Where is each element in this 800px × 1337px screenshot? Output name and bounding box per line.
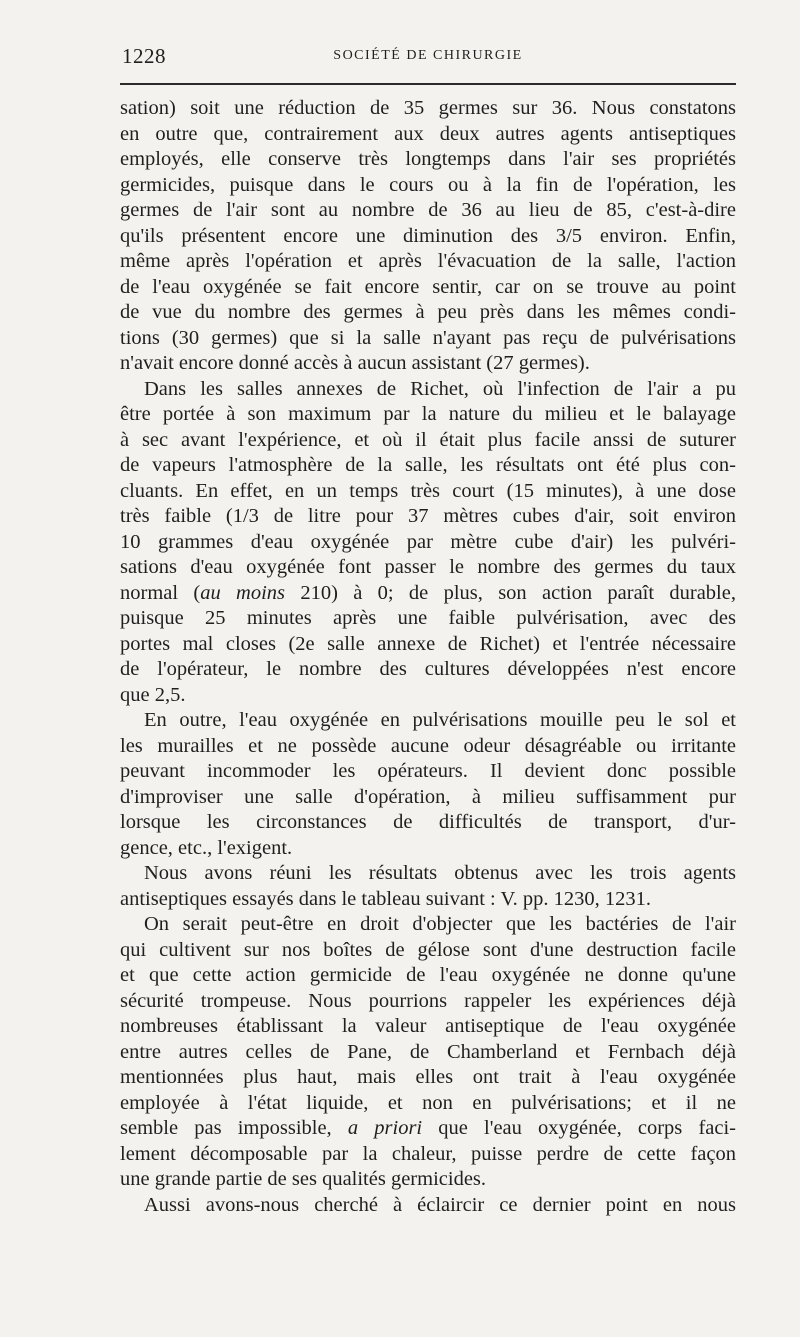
text-line: qui cultivent sur nos boîtes de gélose sont d'une destruction facile (120, 938, 736, 961)
italic-phrase: au moins (200, 581, 286, 604)
paragraph (120, 912, 736, 1193)
text-line: lement décomposable par la chaleur, puisse perdre de cette façon (120, 1142, 736, 1165)
text-line: peuvant incommoder les opérateurs. Il devient donc possible (120, 760, 736, 782)
text-line: de l'opérateur, le nombre des cultures développées n'est encore (120, 658, 736, 680)
running-head: SOCIÉTÉ DE CHIRURGIE (333, 48, 523, 63)
text-line: Nous avons réuni les résultats obtenus avec les trois agents (144, 862, 736, 884)
text-line: sations d'eau oxygénée font passer le nombre des germes du taux (120, 556, 736, 578)
text-line: germicides, puisque dans le cours ou à la fin de l'opération, les (120, 173, 736, 196)
text-line: même après l'opération et après l'évacuation de la salle, l'action (120, 250, 736, 272)
text-line: d'improviser une salle d'opération, à milieu suffisamment pur (120, 785, 736, 808)
text-line: une grande partie de ses qualités germicides. (120, 1168, 487, 1190)
text-line: les murailles et ne possède aucune odeur désagréable ou irritante (120, 734, 736, 757)
text-line: à sec avant l'expérience, et où il était plus facile anssi de suturer (120, 428, 736, 451)
page-number: 1228 (122, 44, 166, 68)
text-line: tions (30 germes) que si la salle n'ayant pas reçu de pulvérisations (120, 326, 736, 349)
text-line: portes mal closes (2e salle annexe de Richet) et l'entrée nécessaire (120, 632, 736, 655)
text-line: sation) soit une réduction de 35 germes sur 36. Nous constatons (120, 97, 736, 119)
text-line: normal (au moins 210) à 0; de plus, son action paraît durable, (120, 581, 736, 604)
text-line: En outre, l'eau oxygénée en pulvérisations mouille peu le sol et (144, 709, 736, 731)
text-line: sécurité trompeuse. Nous pourrions rappeler les expériences déjà (120, 989, 736, 1012)
text-line: semble pas impossible, a priori que l'eau oxygénée, corps faci- (120, 1117, 736, 1139)
text-line: nombreuses établissant la valeur antiseptique de l'eau oxygénée (120, 1015, 736, 1037)
text-line: n'avait encore donné accès à aucun assistant (27 germes). (120, 352, 590, 374)
text-line: que 2,5. (120, 683, 186, 706)
paragraph (120, 708, 736, 861)
italic-phrase: a priori (347, 1117, 423, 1139)
header-rule (120, 83, 736, 85)
text-line: qu'ils présentent encore une diminution des 3/5 environ. Enfin, (120, 224, 736, 247)
text-line: employée à l'état liquide, et non en pulvérisations; et il ne (120, 1091, 736, 1114)
text-line: en outre que, contrairement aux deux autres agents antiseptiques (120, 122, 736, 145)
text-line: de l'eau oxygénée se fait encore sentir, car on se trouve au point (120, 275, 736, 298)
body-text (120, 96, 736, 1218)
text-line: mentionnées plus haut, mais elles ont trait à l'eau oxygénée (120, 1066, 736, 1088)
text-line: germes de l'air sont au nombre de 36 au lieu de 85, c'est-à-dire (120, 199, 736, 221)
text-line: employés, elle conserve très longtemps dans l'air ses propriétés (120, 148, 736, 170)
text-line: très faible (1/3 de litre pour 37 mètres cubes d'air, soit environ (120, 505, 736, 527)
text-line: de vapeurs l'atmosphère de la salle, les résultats ont été plus con- (120, 454, 736, 476)
paragraph (120, 1193, 736, 1219)
text-line: Dans les salles annexes de Richet, où l'infection de l'air a pu (144, 377, 736, 400)
text-line: Aussi avons-nous cherché à éclaircir ce dernier point en nous (144, 1193, 736, 1216)
text-line: puisque 25 minutes après une faible pulvérisation, avec des (120, 607, 736, 629)
text-line: lorsque les circonstances de difficultés de transport, d'ur- (120, 811, 736, 833)
text-line: de vue du nombre des germes à peu près dans les mêmes condi- (120, 301, 736, 323)
text-line: entre autres celles de Pane, de Chamberland et Fernbach déjà (120, 1040, 736, 1063)
paragraph (120, 96, 736, 377)
text-line: On serait peut-être en droit d'objecter que les bactéries de l'air (144, 913, 736, 935)
text-line: être portée à son maximum par la nature du milieu et le balayage (120, 403, 736, 425)
page-header (122, 44, 734, 68)
text-line: antiseptiques essayés dans le tableau suivant : V. pp. 1230, 1231. (120, 887, 652, 910)
text-line: cluants. En effet, en un temps très court (15 minutes), à une dose (120, 479, 736, 502)
paragraph (120, 377, 736, 709)
text-line: gence, etc., l'exigent. (120, 836, 293, 859)
text-line: et que cette action germicide de l'eau oxygénée ne donne qu'une (120, 964, 736, 986)
text-line: 10 grammes d'eau oxygénée par mètre cube d'air) les pulvéri- (120, 530, 736, 553)
paragraph (120, 861, 736, 912)
